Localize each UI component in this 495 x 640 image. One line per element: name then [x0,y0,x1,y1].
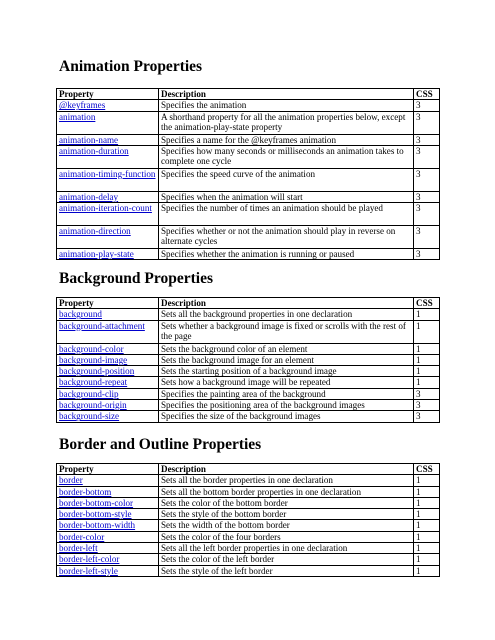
property-description: Sets the style of the left border [159,565,414,576]
property-description: Sets the color of the four borders [159,531,414,542]
property-link[interactable]: background-position [59,366,135,377]
table-row [57,145,440,168]
header-description: Description [159,298,414,309]
css-version: 1 [414,475,440,486]
css-version: 1 [414,554,440,565]
property-link[interactable]: animation-iteration-count [59,203,152,214]
section-title-background: Background Properties [59,270,214,287]
css-version: 1 [414,509,440,520]
property-description: Specifies the number of times an animation should be played [159,203,414,226]
property-description: Sets the style of the bottom border [159,509,414,520]
property-link[interactable]: animation-timing-function [59,168,156,179]
table-row [57,191,440,202]
property-link[interactable]: border-bottom-style [59,509,132,520]
table-row [57,497,440,508]
property-description: Specifies the positioning area of the background images [159,400,414,411]
property-description: Sets all the left border properties in one declaration [159,543,414,554]
property-description: Sets the background image for an element [159,354,414,365]
property-description: Sets the width of the bottom border [159,520,414,531]
property-link[interactable]: animation-name [59,134,119,145]
header-description: Description [159,464,414,475]
css-version: 1 [414,343,440,354]
table-row [57,111,440,134]
property-description: Sets how a background image will be repeated [159,377,414,388]
table-header-row [57,464,440,475]
property-link[interactable]: border-left-style [59,565,118,576]
property-description: Sets the color of the bottom border [159,497,414,508]
css-version: 3 [414,226,440,249]
css-version: 3 [414,145,440,168]
property-description: Sets whether a background image is fixed or scrolls with the rest of the page [159,320,414,343]
property-description: A shorthand property for all the animation properties below, except the animation-play-state property [159,111,414,134]
table-row [57,354,440,365]
css-version: 1 [414,309,440,320]
header-property: Property [57,89,159,100]
css-version: 1 [414,377,440,388]
table-row [57,388,440,399]
css-version: 3 [414,388,440,399]
table-row [57,226,440,249]
table-row [57,168,440,191]
table-row [57,486,440,497]
background-properties-table [56,297,440,423]
table-row [57,554,440,565]
header-property: Property [57,298,159,309]
property-link[interactable]: border-bottom [59,486,112,497]
border-outline-properties-table [56,463,440,577]
property-link[interactable]: background-clip [59,388,119,399]
table-row [57,565,440,576]
header-property: Property [57,464,159,475]
property-description: Specifies whether the animation is running or paused [159,249,414,260]
property-link[interactable]: border-left-color [59,554,120,565]
css-version: 1 [414,520,440,531]
property-link[interactable]: background-size [59,411,120,422]
property-link[interactable]: background-repeat [59,377,128,388]
css-version: 3 [414,100,440,111]
section-title-border-outline: Border and Outline Properties [59,436,262,453]
css-version: 1 [414,543,440,554]
property-description: Specifies the size of the background images [159,411,414,422]
css-version: 1 [414,531,440,542]
table-row [57,377,440,388]
css-version: 3 [414,111,440,134]
css-version: 3 [414,249,440,260]
property-link[interactable]: @keyframes [59,100,106,111]
table-row [57,509,440,520]
header-css: CSS [414,464,440,475]
table-row [57,400,440,411]
property-description: Sets the background color of an element [159,343,414,354]
section-title-animation: Animation Properties [59,58,203,75]
header-description: Description [159,89,414,100]
table-header-row [57,298,440,309]
property-link[interactable]: background [59,309,102,320]
css-version: 1 [414,486,440,497]
table-row [57,249,440,260]
property-link[interactable]: animation-duration [59,145,129,156]
property-link[interactable]: background-origin [59,400,127,411]
property-description: Sets the starting position of a background image [159,366,414,377]
property-link[interactable]: border-left [59,543,98,554]
css-version: 3 [414,203,440,226]
table-row [57,203,440,226]
property-link[interactable]: animation-direction [59,226,131,237]
property-link[interactable]: background-image [59,354,128,365]
table-row [57,411,440,422]
property-description: Specifies the animation [159,100,414,111]
css-version: 3 [414,400,440,411]
table-row [57,366,440,377]
property-link[interactable]: border-color [59,531,105,542]
table-row [57,100,440,111]
property-description: Sets all the border properties in one declaration [159,475,414,486]
table-header-row [57,89,440,100]
property-description: Sets the color of the left border [159,554,414,565]
property-link[interactable]: animation-play-state [59,249,134,260]
table-row [57,531,440,542]
property-link[interactable]: border [59,475,83,486]
css-version: 1 [414,354,440,365]
property-description: Sets all the background properties in one declaration [159,309,414,320]
property-link[interactable]: border-bottom-width [59,520,136,531]
css-version: 1 [414,320,440,343]
property-description: Sets all the bottom border properties in one declaration [159,486,414,497]
table-row [57,543,440,554]
property-description: Specifies the painting area of the background [159,388,414,399]
table-row [57,134,440,145]
property-link[interactable]: background-attachment [59,320,145,331]
animation-properties-table [56,88,440,260]
property-description: Specifies the speed curve of the animation [159,168,414,191]
property-link[interactable]: background-color [59,343,124,354]
table-row [57,309,440,320]
property-description: Specifies how many seconds or milliseconds an animation takes to complete one cycle [159,145,414,168]
property-link[interactable]: animation [59,111,96,122]
property-link[interactable]: animation-delay [59,191,119,202]
css-version: 3 [414,168,440,191]
css-version: 1 [414,565,440,576]
property-description: Specifies a name for the @keyframes animation [159,134,414,145]
property-description: Specifies whether or not the animation should play in reverse on alternate cycles [159,226,414,249]
property-description: Specifies when the animation will start [159,191,414,202]
table-row [57,320,440,343]
css-version: 3 [414,191,440,202]
header-css: CSS [414,89,440,100]
css-version: 1 [414,497,440,508]
table-row [57,520,440,531]
css-version: 1 [414,366,440,377]
table-row [57,475,440,486]
css-version: 3 [414,411,440,422]
header-css: CSS [414,298,440,309]
property-link[interactable]: border-bottom-color [59,497,134,508]
table-row [57,343,440,354]
css-version: 3 [414,134,440,145]
